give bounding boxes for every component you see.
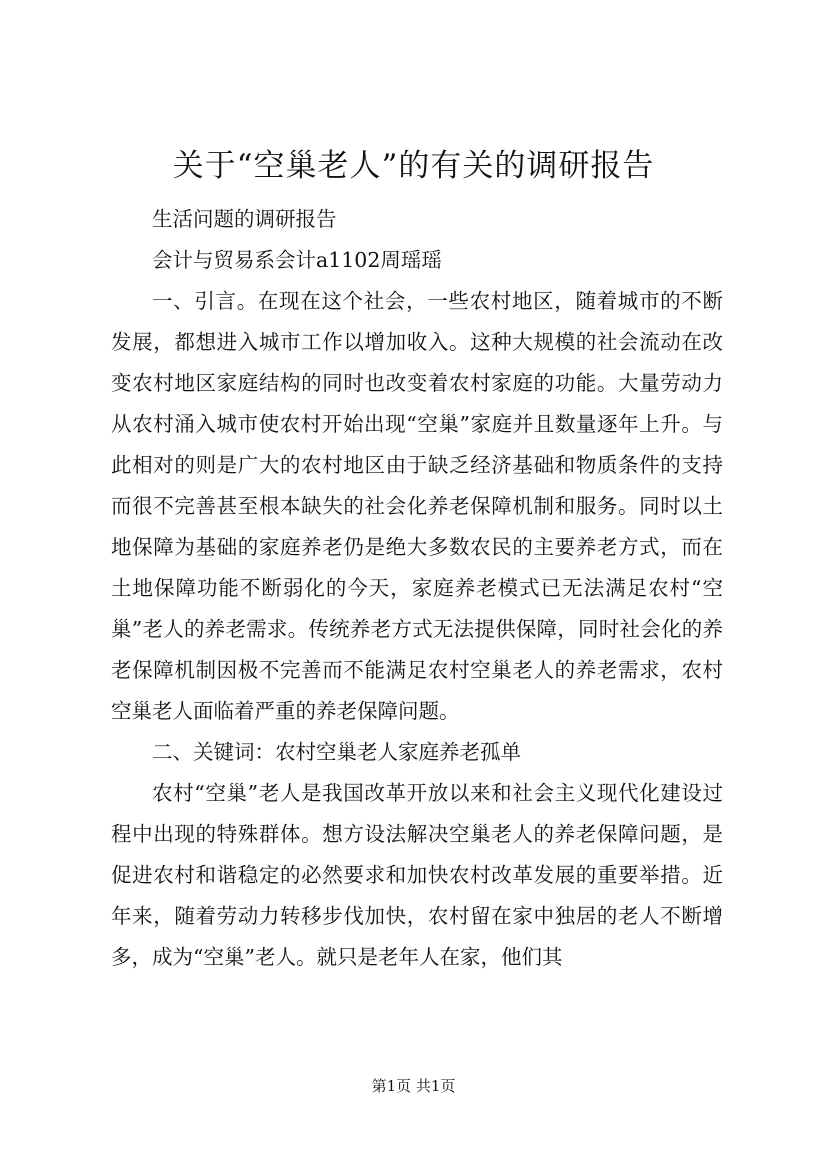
author-paragraph: 会计与贸易系会计a1102周瑶瑶 — [152, 248, 442, 272]
page-number-footer: 第1页 共1页 — [371, 1077, 456, 1095]
introduction-paragraph: 一、引言。在现在这个社会，一些农村地区，随着城市的不断发展，都想进入城市工作以增加收入。这种大规模的社会流动在改变农村地区家庭结构的同时也改变着农村家庭的功能。大量劳动力从农村涌入城市使农村开始出现“空巢”家庭并且数量逐年上升。与此相对的则是广大的农村地区由于缺乏经济基础和物质条件的支持而很不完善甚至根本缺失的社会化养老保障机制和服务。同时以土地保障为基础的家庭养老仍是绝大多数农民的主要养老方式，而在土地保障功能不断弱化的今天，家庭养老模式已无法满足农村“空巢”老人的养老需求。传统养老方式无法提供保障，同时社会化的养老保障机制因极不完善而不能满足农村空巢老人的养老需求，农村空巢老人面临着严重的养老保障问题。 — [111, 289, 723, 723]
document-title: 关于“空巢老人”的有关的调研报告 — [172, 148, 655, 184]
subtitle-paragraph: 生活问题的调研报告 — [152, 207, 337, 231]
keywords-paragraph: 二、关键词：农村空巢老人家庭养老孤单 — [152, 740, 521, 764]
document-body — [111, 199, 723, 978]
body-paragraph: 农村“空巢”老人是我国改革开放以来和社会主义现代化建设过程中出现的特殊群体。想方设法解决空巢老人的养老保障问题，是促进农村和谐稳定的必然要求和加快农村改革发展的重要举措。近年来，随着劳动力转移步伐加快，农村留在家中独居的老人不断增多，成为“空巢”老人。就只是老年人在家，他们其 — [111, 781, 723, 969]
